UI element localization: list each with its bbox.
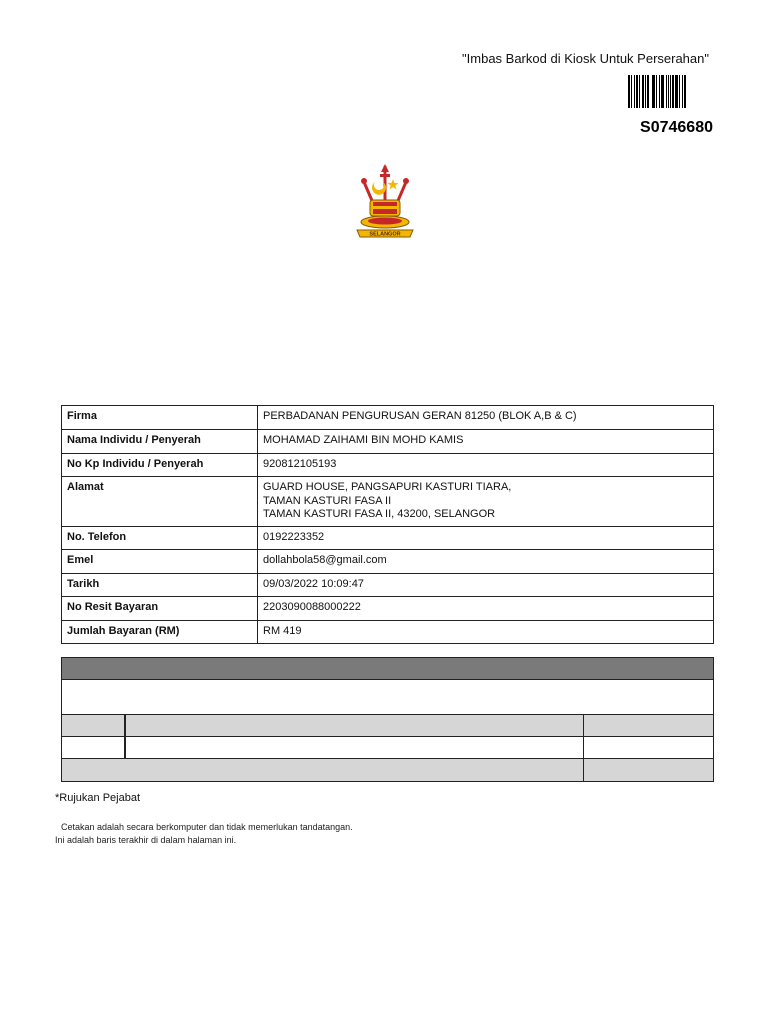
field-label: Jumlah Bayaran (RM)	[62, 621, 258, 644]
table-row	[62, 621, 714, 644]
field-value-firma: PERBADANAN PENGURUSAN GERAN 81250 (BLOK A,B & C)	[258, 406, 714, 430]
field-value-name: MOHAMAD ZAIHAMI BIN MOHD KAMIS	[258, 430, 714, 454]
scan-instruction: "Imbas Barkod di Kiosk Untuk Perserahan"	[462, 51, 709, 66]
item-table-blank-area	[62, 680, 713, 715]
table-row	[62, 406, 714, 430]
address-line: TAMAN KASTURI FASA II	[263, 494, 392, 507]
last-line-note: Ini adalah baris terakhir di dalam halaman ini.	[55, 835, 237, 845]
field-label: Tarikh	[62, 574, 258, 597]
item-table-cell	[584, 759, 713, 781]
item-table-cell	[126, 715, 584, 736]
item-table-cell	[62, 759, 584, 781]
item-table-cell	[62, 715, 126, 736]
field-value-address	[258, 477, 714, 527]
field-value-receipt-number: 2203090088000222	[258, 597, 714, 621]
field-label: Alamat	[62, 477, 258, 527]
item-table-row	[62, 737, 713, 759]
table-row	[62, 550, 714, 574]
empty-item-table	[61, 657, 714, 782]
field-label: Nama Individu / Penyerah	[62, 430, 258, 454]
table-row	[62, 597, 714, 621]
address-line: GUARD HOUSE, PANGSAPURI KASTURI TIARA,	[263, 481, 512, 493]
field-value-date: 09/03/2022 10:09:47	[258, 574, 714, 597]
field-value-amount: RM 419	[258, 621, 714, 644]
item-table-total-row	[62, 759, 713, 781]
field-value-email: dollahbola58@gmail.com	[258, 550, 714, 574]
field-label: No Resit Bayaran	[62, 597, 258, 621]
item-table-cell	[584, 715, 713, 736]
crest-banner-text: SELANGOR	[369, 231, 401, 238]
item-table-cell	[584, 737, 713, 758]
field-label: Firma	[62, 406, 258, 430]
table-row	[62, 430, 714, 454]
submission-details-table	[61, 405, 714, 644]
item-table-cell	[126, 737, 584, 758]
table-row	[62, 527, 714, 550]
address-line: TAMAN KASTURI FASA II, 43200, SELANGOR	[263, 508, 496, 520]
field-label: Emel	[62, 550, 258, 574]
office-reference-label: *Rujukan Pejabat	[55, 792, 141, 804]
table-row	[62, 454, 714, 477]
computer-generated-note: Cetakan adalah secara berkomputer dan tidak memerlukan tandatangan.	[61, 822, 353, 832]
table-row	[62, 574, 714, 597]
field-label: No Kp Individu / Penyerah	[62, 454, 258, 477]
field-label: No. Telefon	[62, 527, 258, 550]
field-value-phone: 0192223352	[258, 527, 714, 550]
selangor-crest-logo	[354, 164, 416, 242]
barcode	[628, 75, 704, 108]
field-value-ic-number: 920812105193	[258, 454, 714, 477]
item-table-column-header-row	[62, 715, 713, 737]
item-table-header-bar	[62, 658, 713, 680]
item-table-cell	[62, 737, 126, 758]
table-row	[62, 477, 714, 527]
barcode-bar	[686, 75, 688, 108]
reference-code: S0746680	[640, 119, 713, 136]
